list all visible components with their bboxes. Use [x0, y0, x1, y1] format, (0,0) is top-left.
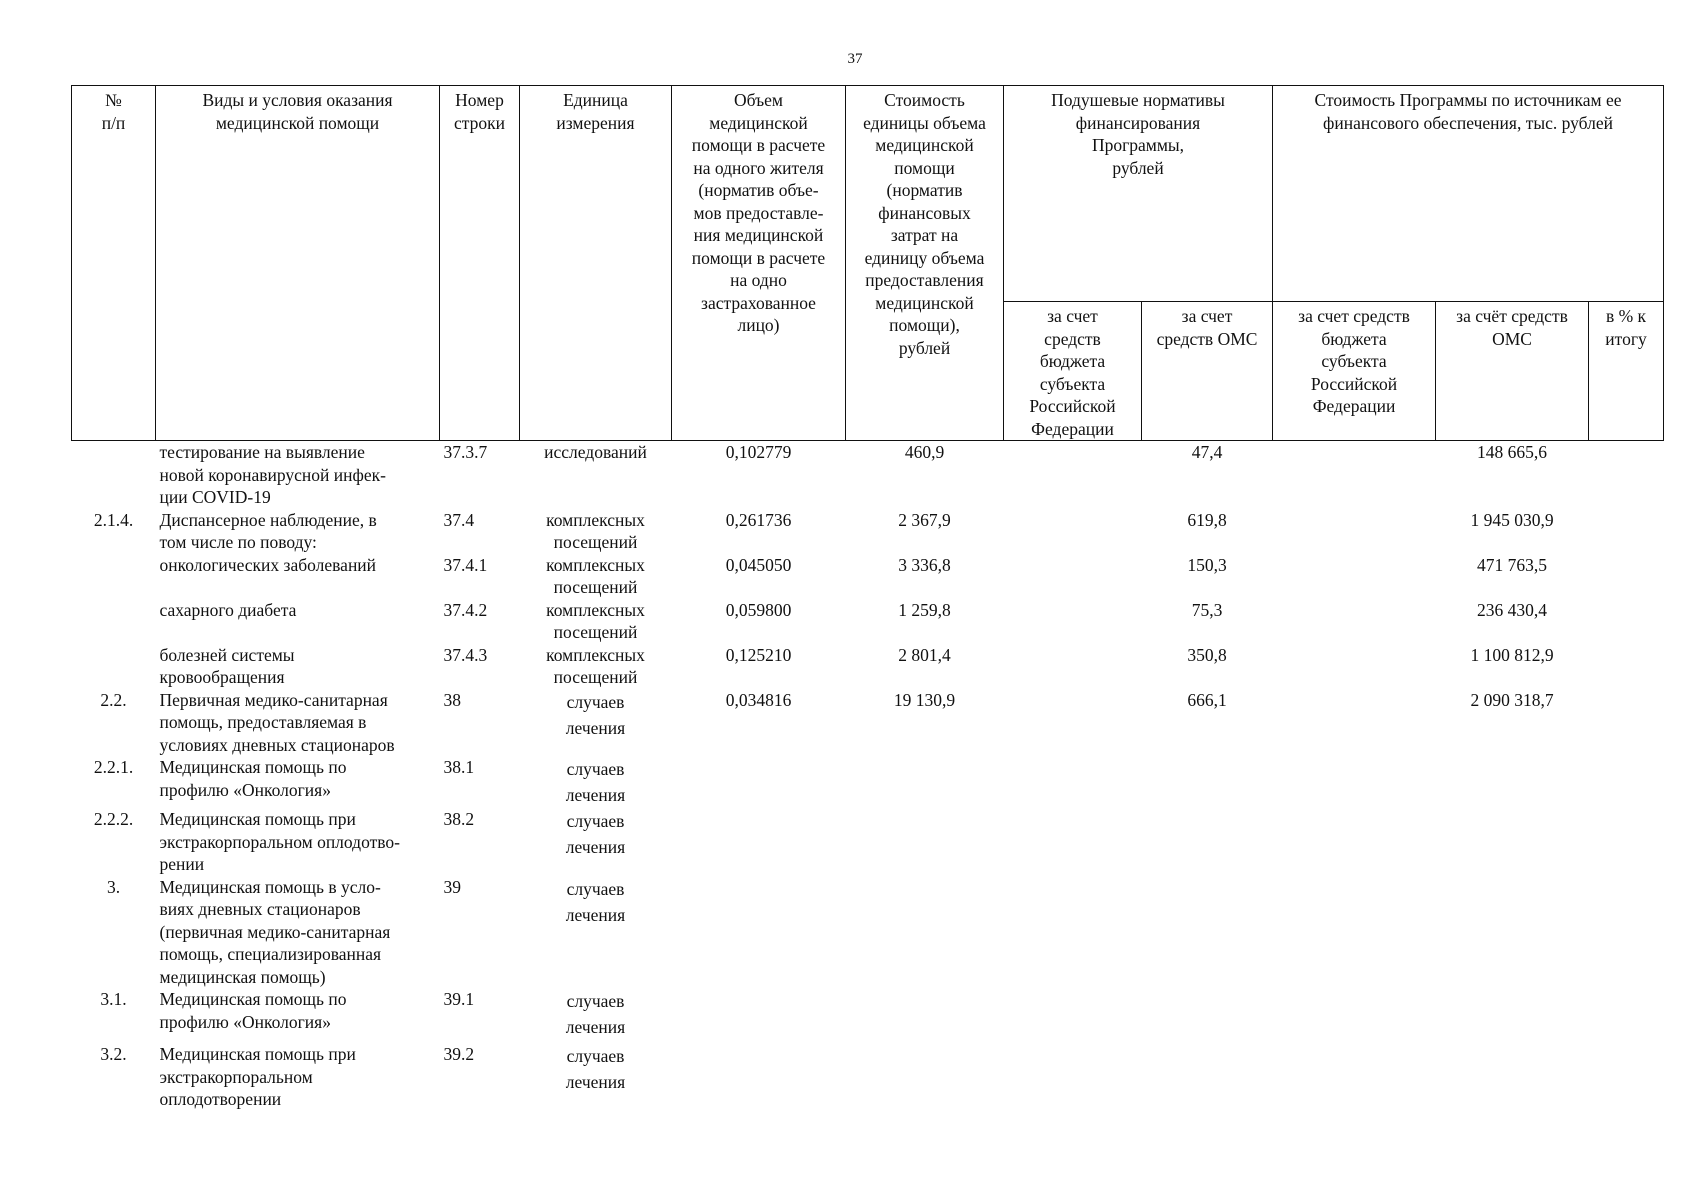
- table-row: [72, 808, 1664, 876]
- row-cost-budget: [1273, 441, 1436, 509]
- row-percent: [1589, 644, 1664, 689]
- row-per-capita-budget: [1004, 599, 1142, 644]
- row-unit-cost: 2 801,4: [898, 644, 951, 665]
- row-name: Медицинская помощь в усло- виях дневных стационаров (первичная медико-санитарная помощь, специализированная медицинская помощь): [159, 876, 391, 987]
- row-unit-cost: [846, 988, 1004, 1040]
- row-line-code: 39.2: [443, 1044, 475, 1064]
- row-unit: комплексных посещений: [546, 599, 645, 642]
- row-unit: случаев лечения: [565, 759, 626, 805]
- row-per-capita-budget: [1004, 988, 1142, 1040]
- row-line-code: 39.1: [443, 989, 475, 1009]
- header-unit: Единица измерения: [520, 86, 672, 441]
- row-number: 3.: [106, 876, 121, 897]
- row-percent: [1589, 689, 1664, 757]
- row-cost-oms: 1 945 030,9: [1470, 509, 1554, 530]
- row-per-capita-budget: [1004, 808, 1142, 876]
- program-cost-table: [71, 85, 1664, 1111]
- header-program-cost-group: Стоимость Программы по источникам ее финансового обеспечения, тыс. рублей: [1273, 86, 1664, 302]
- row-line-code: 38: [443, 689, 461, 710]
- row-name: Первичная медико-санитарная помощь, предоставляемая в условиях дневных стационаров: [159, 689, 395, 755]
- row-percent: [1589, 756, 1664, 808]
- row-name: Медицинская помощь по профилю «Онкология»: [159, 989, 347, 1032]
- header-line-no: Номер строки: [440, 86, 520, 441]
- row-unit: случаев лечения: [565, 878, 626, 925]
- row-volume: 0,261736: [725, 509, 792, 530]
- row-cost-budget: [1273, 1040, 1436, 1111]
- row-volume: 0,125210: [725, 644, 792, 665]
- row-volume: [672, 808, 846, 876]
- row-per-capita-budget: [1004, 876, 1142, 989]
- row-volume: [672, 876, 846, 989]
- row-name: онкологических заболеваний: [159, 554, 377, 575]
- row-volume: [672, 1040, 846, 1111]
- row-cost-oms: [1436, 1040, 1589, 1111]
- row-percent: [1589, 1040, 1664, 1111]
- row-unit-cost: [846, 876, 1004, 989]
- table-row: [72, 876, 1664, 989]
- header-per-capita-group: Подушевые нормативы финансирования Программы, рублей: [1004, 86, 1273, 302]
- row-number: 2.1.4.: [93, 509, 134, 530]
- header-num: № п/п: [72, 86, 156, 441]
- row-cost-oms: [1436, 808, 1589, 876]
- row-unit: комплексных посещений: [546, 554, 645, 597]
- header-cost-oms: за счёт средств ОМС: [1436, 302, 1589, 441]
- row-volume: 0,059800: [725, 599, 792, 620]
- row-unit-cost: 1 259,8: [898, 599, 951, 620]
- row-cost-budget: [1273, 756, 1436, 808]
- row-cost-budget: [1273, 509, 1436, 554]
- row-percent: [1589, 599, 1664, 644]
- row-cost-budget: [1273, 988, 1436, 1040]
- row-line-code: 37.3.7: [443, 442, 488, 462]
- row-unit-cost: [846, 808, 1004, 876]
- row-name: Медицинская помощь при экстракорпоральном оплодотворении: [159, 1044, 356, 1109]
- table-row: [72, 988, 1664, 1040]
- row-percent: [1589, 988, 1664, 1040]
- row-line-code: 37.4.1: [443, 554, 488, 575]
- table-body: [72, 441, 1664, 1111]
- table-row: [72, 441, 1664, 509]
- row-cost-budget: [1273, 554, 1436, 599]
- row-number: [72, 554, 156, 599]
- row-number: [72, 599, 156, 644]
- row-cost-budget: [1273, 599, 1436, 644]
- row-unit: комплексных посещений: [546, 644, 645, 687]
- row-per-capita-budget: [1004, 1040, 1142, 1111]
- row-per-capita-oms: 350,8: [1187, 644, 1227, 665]
- row-unit-cost: [846, 756, 1004, 808]
- header-unit-cost: Стоимость единицы объема медицинской помощи (норматив финансовых затрат на единицу объема предоставления медицинской помощи), рублей: [846, 86, 1004, 441]
- row-unit-cost: [846, 1040, 1004, 1111]
- row-percent: [1589, 441, 1664, 509]
- row-per-capita-oms: 47,4: [1191, 442, 1223, 462]
- page-number: 37: [847, 51, 863, 67]
- row-cost-budget: [1273, 808, 1436, 876]
- row-per-capita-oms: 75,3: [1191, 599, 1223, 620]
- row-cost-oms: 148 665,6: [1477, 442, 1548, 462]
- row-line-code: 39: [443, 876, 461, 897]
- row-cost-budget: [1273, 644, 1436, 689]
- row-number: 3.2.: [100, 1044, 127, 1064]
- row-name: тестирование на выявление новой коронавирусной инфек- ции COVID-19: [159, 442, 386, 507]
- row-volume: 0,102779: [725, 442, 792, 462]
- table-row: [72, 689, 1664, 757]
- row-line-code: 37.4.3: [443, 644, 488, 665]
- row-per-capita-oms: [1142, 808, 1273, 876]
- row-per-capita-oms: [1142, 1040, 1273, 1111]
- row-unit: комплексных посещений: [546, 509, 645, 552]
- row-number: 3.1.: [100, 989, 127, 1009]
- row-volume: [672, 988, 846, 1040]
- table-row: [72, 509, 1664, 554]
- row-cost-oms: 471 763,5: [1477, 554, 1548, 575]
- table-row: [72, 599, 1664, 644]
- header-cost-budget: за счет средств бюджета субъекта Российской Федерации: [1273, 302, 1436, 441]
- row-cost-oms: 2 090 318,7: [1470, 689, 1554, 710]
- header-cost-percent: в % к итогу: [1589, 302, 1664, 441]
- table-row: [72, 1040, 1664, 1111]
- row-unit-cost: 3 336,8: [898, 554, 951, 575]
- row-per-capita-oms: [1142, 876, 1273, 989]
- row-unit: случаев лечения: [565, 811, 626, 857]
- row-name: Диспансерное наблюдение, в том числе по поводу:: [159, 509, 377, 552]
- row-name: болезней системы кровообращения: [159, 644, 295, 687]
- row-line-code: 37.4: [443, 509, 475, 530]
- row-per-capita-budget: [1004, 441, 1142, 509]
- row-volume: [672, 756, 846, 808]
- row-unit: случаев лечения: [565, 1046, 626, 1092]
- row-per-capita-budget: [1004, 689, 1142, 757]
- row-cost-budget: [1273, 689, 1436, 757]
- row-number: [72, 644, 156, 689]
- row-per-capita-budget: [1004, 756, 1142, 808]
- header-per-capita-oms: за счет средств ОМС: [1142, 302, 1273, 441]
- row-percent: [1589, 554, 1664, 599]
- row-line-code: 37.4.2: [443, 599, 488, 620]
- row-volume: 0,034816: [725, 689, 792, 710]
- table-row: [72, 756, 1664, 808]
- row-per-capita-oms: 666,1: [1187, 689, 1227, 710]
- row-per-capita-budget: [1004, 554, 1142, 599]
- row-cost-oms: 1 100 812,9: [1470, 644, 1554, 665]
- row-per-capita-budget: [1004, 644, 1142, 689]
- row-unit: случаев лечения: [565, 691, 626, 738]
- row-name: Медицинская помощь по профилю «Онкология»: [159, 757, 347, 800]
- row-line-code: 38.1: [443, 757, 475, 777]
- row-number: 2.2.2.: [93, 809, 134, 829]
- row-cost-oms: [1436, 756, 1589, 808]
- row-unit-cost: 19 130,9: [893, 689, 956, 710]
- row-name: Медицинская помощь при экстракорпоральном оплодотво- рении: [159, 809, 400, 874]
- row-cost-oms: 236 430,4: [1477, 599, 1548, 620]
- row-per-capita-oms: [1142, 756, 1273, 808]
- row-per-capita-budget: [1004, 509, 1142, 554]
- row-number: 2.2.: [100, 689, 127, 710]
- row-number: [72, 441, 156, 509]
- row-per-capita-oms: 619,8: [1187, 509, 1227, 530]
- row-unit-cost: 460,9: [904, 442, 945, 462]
- row-line-code: 38.2: [443, 809, 475, 829]
- table-row: [72, 554, 1664, 599]
- table-row: [72, 644, 1664, 689]
- header-kind: Виды и условия оказания медицинской помощи: [156, 86, 440, 441]
- row-cost-oms: [1436, 988, 1589, 1040]
- row-cost-budget: [1273, 876, 1436, 989]
- row-unit: исследований: [544, 442, 647, 462]
- row-volume: 0,045050: [725, 554, 792, 575]
- row-name: сахарного диабета: [159, 599, 297, 620]
- table-header: [72, 86, 1664, 441]
- row-unit: случаев лечения: [565, 991, 626, 1037]
- header-volume: Объем медицинской помощи в расчете на одного жителя (норматив объе- мов предоставле- ния медицинской помощи в расчете на одно застрахованное лицо): [672, 86, 846, 441]
- row-number: 2.2.1.: [93, 757, 134, 777]
- row-per-capita-oms: 150,3: [1187, 554, 1227, 575]
- row-per-capita-oms: [1142, 988, 1273, 1040]
- row-percent: [1589, 509, 1664, 554]
- header-per-capita-budget: за счет средств бюджета субъекта Российской Федерации: [1004, 302, 1142, 441]
- row-percent: [1589, 808, 1664, 876]
- row-percent: [1589, 876, 1664, 989]
- row-unit-cost: 2 367,9: [898, 509, 951, 530]
- row-cost-oms: [1436, 876, 1589, 989]
